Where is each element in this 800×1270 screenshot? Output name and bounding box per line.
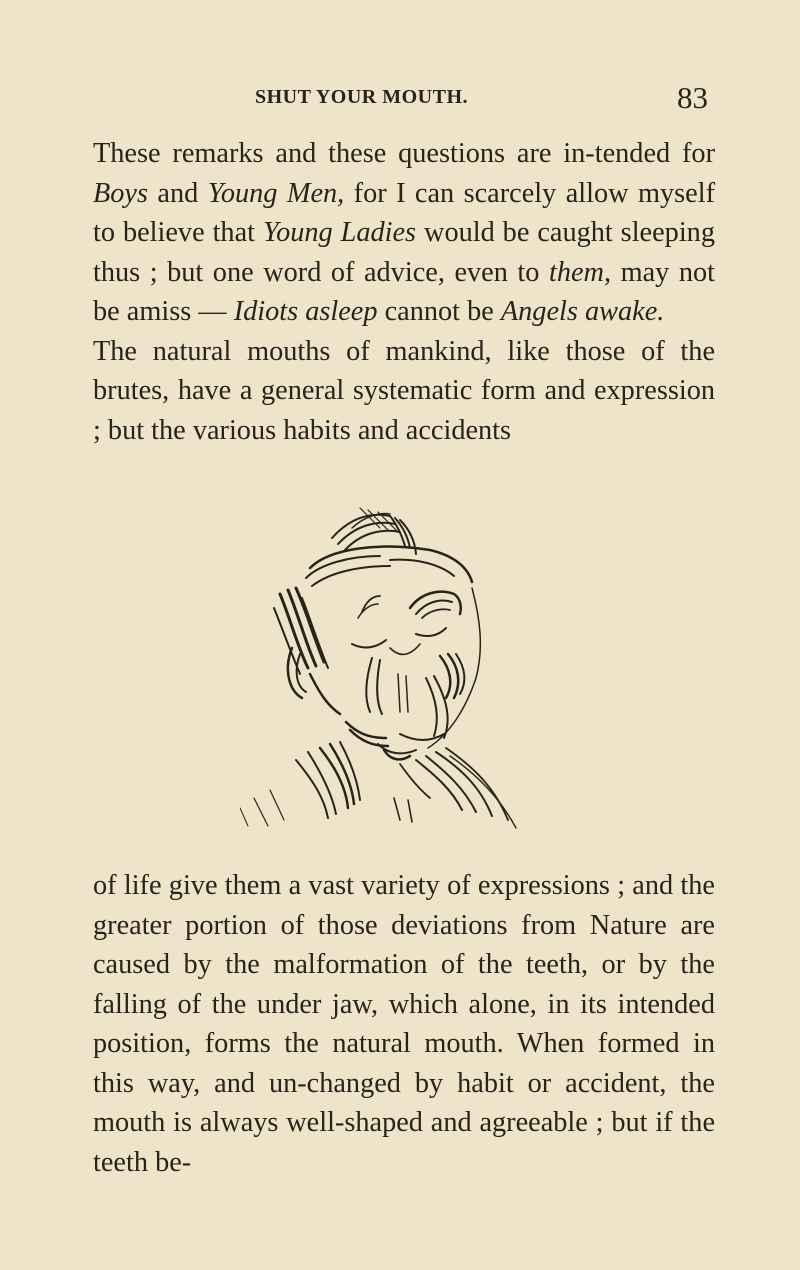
paragraph-2-end: of life give them a vast variety of expressions ; and the greater portion of those deviations from Nature are caused by the malformation of the teeth, or by the falling of the under jaw, which alone, in its intended position, forms the natural mouth. When formed in this way, and un-changed by habit or accident, the mouth is always well-shaped and agreeable ; but if the teeth be- (93, 870, 715, 1178)
page-number: 83 (677, 80, 708, 115)
italic-them: them, (548, 256, 612, 288)
text-run: may not be amiss — (93, 256, 715, 327)
page-header (0, 80, 800, 120)
text-run: and (148, 177, 208, 209)
text-run: These remarks and these questions are in-tended for (93, 138, 715, 169)
text-block-top (93, 134, 715, 450)
text-run: would be caught sleeping thus ; but one word of advice, even to (93, 217, 715, 288)
italic-idiots-asleep: Idiots asleep (233, 296, 378, 327)
text-block-bottom (93, 866, 715, 1182)
italic-young-men: Young Men, (207, 177, 345, 209)
paragraph-1 (93, 134, 715, 332)
paragraph-2-start: The natural mouths of mankind, like those of the brutes, have a general systematic form and expression ; but the various habits and accidents (93, 335, 715, 446)
text-run: cannot be (377, 296, 501, 327)
italic-young-ladies: Young Ladies (262, 217, 417, 248)
italic-boys: Boys (93, 177, 149, 209)
running-head: SHUT YOUR MOUTH. (255, 86, 469, 108)
text-run: for I can scarcely allow myself to believe that (93, 177, 715, 248)
italic-angels-awake: Angels awake. (500, 296, 665, 327)
sleeping-face-illustration (240, 498, 560, 838)
